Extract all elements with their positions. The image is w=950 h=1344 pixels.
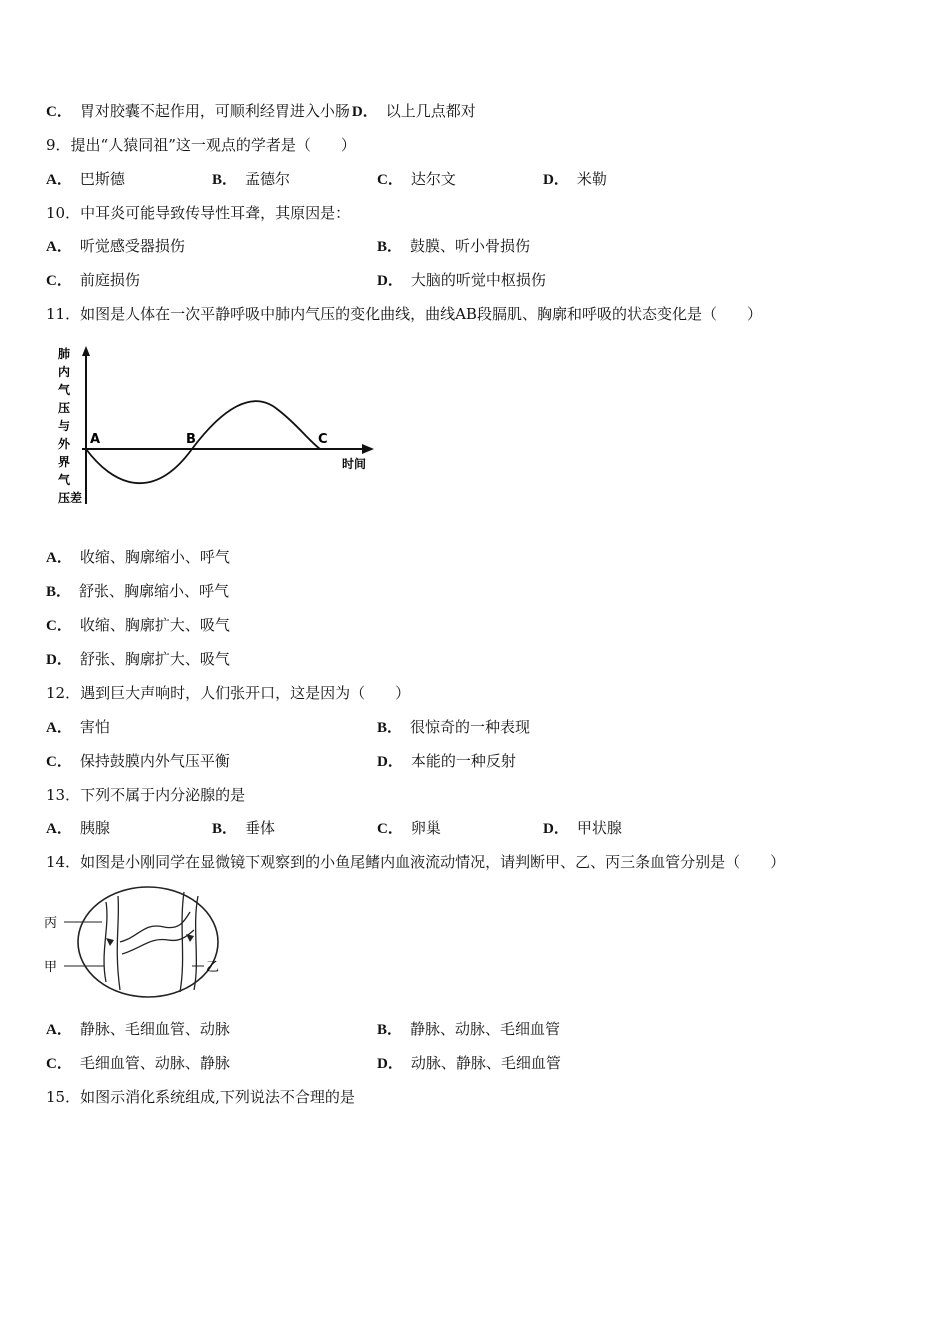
q12-option-c[interactable] [46, 750, 230, 772]
q10-option-b-label: B． [377, 239, 403, 255]
q10-option-d-label: D． [377, 273, 403, 289]
q11-option-a-label: A． [46, 550, 72, 566]
q15-stem: 15．如图示消化系统组成,下列说法不合理的是 [46, 1088, 355, 1106]
q13-option-b-text: 垂体 [245, 819, 276, 837]
q10-stem: 10．中耳炎可能导致传导性耳聋，其原因是： [46, 204, 351, 222]
q9-option-a-text: 巴斯德 [79, 170, 125, 188]
q14-flow-arrow-left [106, 938, 114, 946]
q14-option-d-label: D． [377, 1056, 403, 1072]
q8-options-cd [46, 100, 476, 122]
q11-xlabel: 时间 [342, 457, 367, 471]
q14-option-a-label: A． [46, 1022, 72, 1038]
q14-vessel-right-inner [194, 896, 198, 990]
q12-option-d-label: D． [377, 754, 403, 770]
q12-option-d[interactable] [377, 750, 516, 772]
q13-option-a[interactable] [46, 817, 110, 839]
q10-option-a[interactable] [46, 235, 185, 257]
q12-option-a-text: 害怕 [79, 718, 110, 736]
q11-option-a-text: 收缩、胸廓缩小、呼气 [79, 548, 230, 566]
q11-option-c-label: C． [46, 618, 72, 634]
q11-y-axis-arrow [82, 346, 90, 356]
q14-option-b[interactable] [377, 1018, 560, 1040]
q8-option-c-text: 胃对胶囊不起作用，可顺利经胃进入小肠 [79, 102, 350, 120]
q14-label-jia: 甲 [44, 960, 58, 975]
q14-capillary-lower [122, 930, 194, 954]
q14-capillary-upper [120, 912, 190, 942]
q11-pressure-curve [86, 401, 320, 483]
q9-option-c[interactable] [377, 168, 456, 190]
q12-option-c-label: C． [46, 754, 72, 770]
q11-option-b-text: 舒张、胸廓缩小、呼气 [79, 582, 230, 600]
q11-point-b: B [186, 432, 196, 447]
q13-option-b[interactable] [212, 817, 275, 839]
q11-ylabel-char-6: 外 [58, 437, 71, 451]
q8-option-d-text: 以上几点都对 [385, 102, 476, 120]
q10-option-c[interactable] [46, 269, 140, 291]
q14-option-d-text: 动脉、静脉、毛细血管 [410, 1054, 561, 1072]
q14-option-a[interactable] [46, 1018, 230, 1040]
q11-stem: 11．如图是人体在一次平静呼吸中肺内气压的变化曲线，曲线AB段膈肌、胸廓和呼吸的状态变化是（ ） [46, 305, 762, 323]
q14-stem: 14．如图是小刚同学在显微镜下观察到的小鱼尾鳍内血液流动情况，请判断甲、乙、丙三条血管分别是（ ） [46, 853, 786, 871]
q13-option-c-text: 卵巢 [410, 819, 441, 837]
q13-stem: 13．下列不属于内分泌腺的是 [46, 786, 246, 804]
q14-option-d[interactable] [377, 1052, 561, 1074]
q9-option-d[interactable] [543, 168, 607, 190]
q9-option-c-text: 达尔文 [410, 170, 456, 188]
q9-option-b-text: 孟德尔 [245, 170, 291, 188]
q14-flow-arrow-right [186, 934, 194, 942]
q9-option-b-label: B． [212, 172, 238, 188]
q11-option-b-label: B． [46, 584, 72, 600]
q10-option-a-text: 听觉感受器损伤 [79, 237, 185, 255]
q9-option-a-label: A． [46, 172, 72, 188]
q9-stem: 9．提出“人猿同祖”这一观点的学者是（ ） [46, 136, 356, 154]
q11-ylabel-char-8: 气 [58, 473, 71, 487]
q14-label-bing: 丙 [44, 916, 58, 931]
q11-ylabel-char-4: 压 [58, 401, 71, 415]
q14-option-b-label: B． [377, 1022, 403, 1038]
q13-option-c[interactable] [377, 817, 441, 839]
q8-option-c-label: C． [46, 104, 72, 120]
q13-option-a-text: 胰腺 [79, 819, 110, 837]
q11-point-a: A [90, 432, 101, 447]
q12-stem: 12．遇到巨大声响时，人们张开口，这是因为（ ） [46, 684, 411, 702]
q13-option-c-label: C． [377, 821, 403, 837]
q12-option-b[interactable] [377, 716, 530, 738]
q11-ylabel-char-1: 肺 [58, 347, 71, 361]
q11-option-b[interactable] [46, 580, 229, 602]
q13-option-a-label: A． [46, 821, 72, 837]
q10-option-d[interactable] [377, 269, 546, 291]
q8-option-d-label: D． [351, 104, 378, 120]
q14-option-a-text: 静脉、毛细血管、动脉 [79, 1020, 230, 1038]
q11-ylabel-char-2: 内 [58, 365, 71, 379]
q10-option-d-text: 大脑的听觉中枢损伤 [410, 271, 546, 289]
q14-vessel-left-outer [104, 902, 107, 982]
q10-option-c-label: C． [46, 273, 72, 289]
q9-option-a[interactable] [46, 168, 125, 190]
q11-ylabel-char-9: 压差 [58, 491, 83, 505]
q13-option-b-label: B． [212, 821, 238, 837]
q9-option-d-label: D． [543, 172, 569, 188]
q14-option-b-text: 静脉、动脉、毛细血管 [410, 1020, 561, 1038]
q11-pressure-curve-figure [52, 344, 382, 508]
q14-label-yi: 乙 [206, 960, 220, 975]
q12-option-d-text: 本能的一种反射 [410, 752, 516, 770]
q11-ylabel-char-3: 气 [58, 383, 71, 397]
q10-option-c-text: 前庭损伤 [79, 271, 140, 289]
q14-option-c[interactable] [46, 1052, 230, 1074]
q12-option-b-text: 很惊奇的一种表现 [410, 718, 531, 736]
q10-option-b[interactable] [377, 235, 530, 257]
q13-option-d-text: 甲状腺 [576, 819, 622, 837]
q9-option-b[interactable] [212, 168, 290, 190]
q14-blood-vessel-figure [44, 882, 224, 1002]
q10-option-b-text: 鼓膜、听小骨损伤 [410, 237, 531, 255]
q11-option-d-label: D． [46, 652, 72, 668]
q13-option-d[interactable] [543, 817, 622, 839]
q11-x-axis-arrow [362, 444, 374, 454]
q10-option-a-label: A． [46, 239, 72, 255]
q13-option-d-label: D． [543, 821, 569, 837]
q11-option-c-text: 收缩、胸廓扩大、吸气 [79, 616, 230, 634]
q9-option-c-label: C． [377, 172, 403, 188]
q14-option-c-label: C． [46, 1056, 72, 1072]
q11-ylabel-char-7: 界 [58, 455, 71, 469]
q12-option-a[interactable] [46, 716, 110, 738]
q11-option-c[interactable] [46, 614, 230, 636]
q9-option-d-text: 米勒 [576, 170, 607, 188]
q14-vessel-left-inner [117, 896, 120, 990]
q11-option-d-text: 舒张、胸廓扩大、吸气 [79, 650, 230, 668]
q14-option-c-text: 毛细血管、动脉、静脉 [79, 1054, 230, 1072]
q11-ylabel-char-5: 与 [58, 419, 71, 433]
q11-option-a[interactable] [46, 546, 230, 568]
q12-option-b-label: B． [377, 720, 403, 736]
q12-option-a-label: A． [46, 720, 72, 736]
q11-option-d[interactable] [46, 648, 230, 670]
q14-vessel-right-outer [180, 892, 184, 992]
q12-option-c-text: 保持鼓膜内外气压平衡 [79, 752, 230, 770]
q11-point-c: C [318, 432, 328, 447]
